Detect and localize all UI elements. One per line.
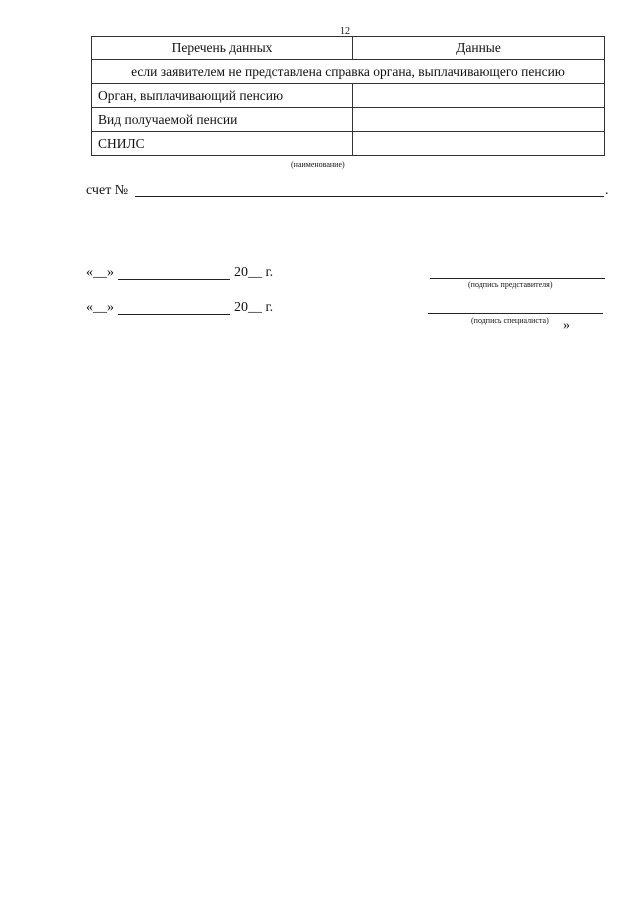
signature-caption-representative: (подпись представителя) <box>468 280 553 289</box>
row-label-pension-type: Вид получаемой пенсии <box>92 108 353 132</box>
pension-note-row: если заявителем не представлена справка органа, выплачивающего пенсию <box>92 60 605 84</box>
table-header-row <box>92 37 605 60</box>
closing-quote: » <box>563 318 570 333</box>
row-label-snils: СНИЛС <box>92 132 353 156</box>
table-row <box>92 84 605 108</box>
row-value-snils[interactable] <box>353 132 605 156</box>
row-label-pension-authority: Орган, выплачивающий пенсию <box>92 84 353 108</box>
account-label: счет № <box>86 183 129 198</box>
name-caption: (наименование) <box>291 160 345 169</box>
signature-line-specialist[interactable] <box>428 313 603 314</box>
signature-line-representative[interactable] <box>430 278 605 279</box>
date-field-2[interactable] <box>118 314 230 315</box>
row-value-pension-authority[interactable] <box>353 84 605 108</box>
row-value-pension-type[interactable] <box>353 108 605 132</box>
date-field-1[interactable] <box>118 279 230 280</box>
table-row <box>92 108 605 132</box>
account-end-dot: . <box>605 183 609 198</box>
account-number-field[interactable] <box>135 196 604 197</box>
table-row <box>92 60 605 84</box>
page-number: 12 <box>340 26 350 37</box>
header-data-list: Перечень данных <box>92 37 353 60</box>
signature-caption-specialist: (подпись специалиста) <box>471 316 549 325</box>
data-table <box>91 36 605 156</box>
date-quote-2: «__» <box>86 300 114 315</box>
date-year-1: 20__ г. <box>234 265 274 280</box>
date-quote-1: «__» <box>86 265 114 280</box>
header-data: Данные <box>353 37 605 60</box>
table-row <box>92 132 605 156</box>
date-year-2: 20__ г. <box>234 300 274 315</box>
